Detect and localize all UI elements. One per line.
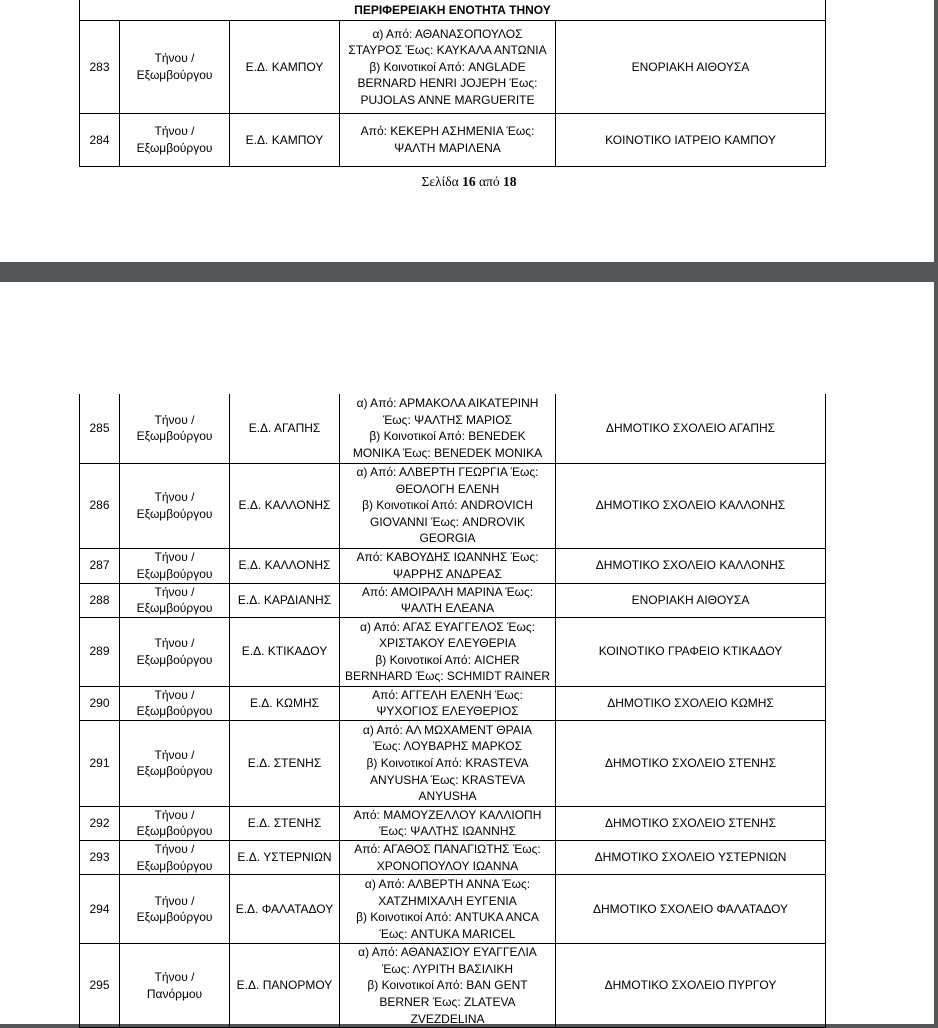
voters-range-cell (340, 394, 556, 463)
electoral-department: Ε.Δ. ΚΑΡΔΙΑΝΗΣ (230, 583, 340, 617)
municipality-cell (120, 841, 230, 875)
polling-place: ΚΟΙΝΟΤΙΚΟ ΙΑΤΡΕΙΟ ΚΑΜΠΟΥ (556, 114, 826, 167)
table-row (80, 806, 826, 840)
municipality-line: Τήνου / (154, 489, 195, 504)
municipality-cell (120, 21, 230, 114)
municipality-cell (120, 394, 230, 463)
voters-range-line: β) Κοινοτικοί Από: AICHER (375, 652, 520, 667)
voters-range-line: MONIKA Έως: BENEDEK MONIKA (352, 445, 543, 460)
voters-range-line: Από: ΚΑΒΟΥΔΗΣ ΙΩΑΝΝΗΣ Έως: (356, 549, 539, 564)
voters-range-cell (340, 686, 556, 720)
electoral-department: Ε.Δ. ΚΑΛΛΟΝΗΣ (230, 463, 340, 548)
electoral-department: Ε.Δ. ΥΣΤΕΡΝΙΩΝ (230, 841, 340, 875)
voters-range-line: ΨΑΡΡΗΣ ΑΝΔΡΕΑΣ (393, 566, 502, 581)
municipality-line: Τήνου / (154, 584, 195, 599)
municipality-line: Εξωμβούργου (136, 764, 213, 779)
voters-range-line: BERNER Έως: ZLATEVA ZVEZDELINA (379, 995, 516, 1026)
municipality-cell (120, 548, 230, 583)
voters-range-line: β) Κοινοτικοί Από: BENEDEK (369, 429, 526, 444)
polling-place: ΔΗΜΟΤΙΚΟ ΣΧΟΛΕΙΟ ΚΑΛΛΟΝΗΣ (556, 548, 826, 583)
polling-stations-table (79, 0, 826, 167)
table-row (80, 548, 826, 583)
voters-range-line: α) Από: ΑΓΑΣ ΕΥΑΓΓΕΛΟΣ Έως: (360, 619, 535, 634)
voters-range-line: BERNARD HENRI JOJEPH Έως: (357, 76, 538, 91)
voters-range-line: Έως: ANTUKA MARICEL (379, 926, 516, 941)
section-header-row (80, 0, 826, 21)
voters-range-line: Από: ΚΕΚΕΡΗ ΑΣΗΜΕΝΙΑ Έως: (360, 124, 535, 139)
municipality-line: Τήνου / (154, 893, 195, 908)
municipality-line: Εξωμβούργου (136, 429, 213, 444)
table-row (80, 617, 826, 686)
voters-range-cell (340, 944, 556, 1028)
station-number: 289 (80, 617, 120, 686)
voters-range-cell (340, 806, 556, 840)
station-number: 283 (80, 21, 120, 114)
voters-range-line: GIOVANNI Έως: ANDROVIK (369, 514, 526, 529)
viewer-scrollbar-edge (934, 282, 938, 1024)
table-row (80, 114, 826, 167)
polling-place: ΔΗΜΟΤΙΚΟ ΣΧΟΛΕΙΟ ΠΥΡΓΟΥ (556, 944, 826, 1028)
voters-range-cell (340, 548, 556, 583)
municipality-cell (120, 583, 230, 617)
municipality-line: Εξωμβούργου (136, 506, 213, 521)
municipality-line: Τήνου / (154, 842, 195, 857)
municipality-cell (120, 114, 230, 167)
voters-range-line: α) Από: ΑΘΑΝΑΣΙΟΥ ΕΥΑΓΓΕΛΙΑ (358, 945, 537, 960)
voters-range-line: β) Κοινοτικοί Από: BAN GENT (367, 978, 528, 993)
station-number: 290 (80, 686, 120, 720)
voters-range-line: ΨΑΛΤΗ ΕΛΕΑΝΑ (400, 601, 495, 616)
municipality-line: Τήνου / (154, 807, 195, 822)
station-number: 293 (80, 841, 120, 875)
voters-range-line: Έως: ΨΑΛΤΗΣ ΙΩΑΝΝΗΣ (379, 824, 516, 839)
voters-range-line: Έως: ΛΥΡΙΤΗ ΒΑΣΙΛΙΚΗ (381, 961, 514, 976)
municipality-cell (120, 720, 230, 806)
municipality-cell (120, 944, 230, 1028)
voters-range-cell (340, 21, 556, 114)
table-row (80, 944, 826, 1028)
municipality-line: Εξωμβούργου (136, 824, 213, 839)
voters-range-line: α) Από: ΑΛΒΕΡΤΗ ΓΕΩΡΓΙΑ Έως: (356, 465, 539, 480)
station-number: 288 (80, 583, 120, 617)
voters-range-line: Από: ΑΓΓΕΛΗ ΕΛΕΝΗ Έως: (372, 687, 523, 702)
municipality-line: Εξωμβούργου (136, 601, 213, 616)
municipality-cell (120, 875, 230, 944)
voters-range-line: GEORGIA (419, 531, 476, 546)
voters-range-line: ΧΡΟΝΟΠΟΥΛΟΥ ΙΩΑΝΝΑ (376, 858, 519, 873)
station-number: 287 (80, 548, 120, 583)
table-row (80, 875, 826, 944)
voters-range-line: Από: ΑΓΑΘΟΣ ΠΑΝΑΓΙΩΤΗΣ Έως: (354, 842, 541, 857)
electoral-department: Ε.Δ. ΣΤΕΝΗΣ (230, 806, 340, 840)
municipality-line: Τήνου / (154, 636, 195, 651)
voters-range-line: β) Κοινοτικοί Από: KRASTEVA (366, 756, 529, 771)
page-number: 16 (462, 174, 476, 189)
municipality-line: Εξωμβούργου (136, 566, 213, 581)
municipality-line: Τήνου / (154, 549, 195, 564)
electoral-department: Ε.Δ. ΑΓΑΠΗΣ (230, 394, 340, 463)
polling-place: ΔΗΜΟΤΙΚΟ ΣΧΟΛΕΙΟ ΥΣΤΕΡΝΙΩΝ (556, 841, 826, 875)
municipality-line: Εξωμβούργου (136, 704, 213, 719)
voters-range-cell (340, 841, 556, 875)
table-row (80, 583, 826, 617)
electoral-department: Ε.Δ. ΚΤΙΚΑΔΟΥ (230, 617, 340, 686)
municipality-line: Εξωμβούργου (136, 141, 213, 155)
polling-place: ΔΗΜΟΤΙΚΟ ΣΧΟΛΕΙΟ ΦΑΛΑΤΑΔΟΥ (556, 875, 826, 944)
polling-place: ΔΗΜΟΤΙΚΟ ΣΧΟΛΕΙΟ ΣΤΕΝΗΣ (556, 806, 826, 840)
electoral-department: Ε.Δ. ΚΑΜΠΟΥ (230, 114, 340, 167)
table-row (80, 841, 826, 875)
station-number: 294 (80, 875, 120, 944)
section-header: ΠΕΡΙΦΕΡΕΙΑΚΗ ΕΝΟΤΗΤΑ ΤΗΝΟΥ (80, 0, 826, 21)
municipality-line: Εξωμβούργου (136, 858, 213, 873)
voters-range-line: β) Κοινοτικοί Από: ANTUKA ANCA (356, 910, 539, 925)
voters-range-line: ΧΡΙΣΤΑΚΟΥ ΕΛΕΥΘΕΡΙΑ (379, 636, 516, 651)
voters-range-line: β) Κοινοτικοί Από: ANDROVICH (362, 498, 533, 513)
voters-range-line: β) Κοινοτικοί Από: ANGLADE (369, 59, 526, 74)
voters-range-line: ΧΑΤΖΗΜΙΧΑΛΗ ΕΥΓΕΝΙΑ (378, 893, 517, 908)
municipality-line: Τήνου / (154, 747, 195, 762)
voters-range-line: PUJOLAS ANNE MARGUERITE (360, 92, 535, 107)
voters-range-cell (340, 114, 556, 167)
voters-range-line: ANYUSHA Έως: KRASTEVA (369, 772, 526, 787)
municipality-line: Τήνου / (154, 970, 195, 985)
voters-range-line: ANYUSHA (418, 789, 477, 804)
voters-range-line: Έως: ΨΑΛΤΗΣ ΜΑΡΙΟΣ (382, 412, 513, 427)
municipality-cell (120, 617, 230, 686)
electoral-department: Ε.Δ. ΚΩΜΗΣ (230, 686, 340, 720)
municipality-line: Τήνου / (154, 687, 195, 702)
voters-range-line: α) Από: ΑΡΜΑΚΟΛΑ ΑΙΚΑΤΕΡΙΝΗ (356, 396, 539, 411)
station-number: 291 (80, 720, 120, 806)
document-page-17 (0, 282, 938, 1024)
document-page-16 (0, 0, 938, 262)
polling-place: ΔΗΜΟΤΙΚΟ ΣΧΟΛΕΙΟ ΣΤΕΝΗΣ (556, 720, 826, 806)
voters-range-line: Έως: ΛΟΥΒΑΡΗΣ ΜΑΡΚΟΣ (372, 739, 523, 754)
polling-place: ΔΗΜΟΤΙΚΟ ΣΧΟΛΕΙΟ ΚΑΛΛΟΝΗΣ (556, 463, 826, 548)
municipality-line: Εξωμβούργου (136, 910, 213, 925)
page-footer: Σελίδα 16 από 18 (421, 174, 517, 189)
voters-range-line: ΣΤΑΥΡΟΣ Έως: ΚΑΥΚΑΛΑ ΑΝΤΩΝΙΑ (348, 43, 547, 58)
voters-range-cell (340, 463, 556, 548)
polling-place: ΚΟΙΝΟΤΙΚΟ ΓΡΑΦΕΙΟ ΚΤΙΚΑΔΟΥ (556, 617, 826, 686)
polling-place: ΔΗΜΟΤΙΚΟ ΣΧΟΛΕΙΟ ΑΓΑΠΗΣ (556, 394, 826, 463)
electoral-department: Ε.Δ. ΠΑΝΟΡΜΟΥ (230, 944, 340, 1028)
voters-range-line: Από: ΜΑΜΟΥΖΕΛΛΟΥ ΚΑΛΛΙΟΠΗ (353, 807, 542, 822)
station-number: 285 (80, 394, 120, 463)
polling-place: ΔΗΜΟΤΙΚΟ ΣΧΟΛΕΙΟ ΚΩΜΗΣ (556, 686, 826, 720)
municipality-cell (120, 806, 230, 840)
voters-range-cell (340, 617, 556, 686)
voters-range-line: α) Από: ΑΛΒΕΡΤΗ ΑΝΝΑ Έως: (364, 877, 531, 892)
voters-range-cell (340, 875, 556, 944)
polling-place: ΕΝΟΡΙΑΚΗ ΑΙΘΟΥΣΑ (556, 21, 826, 114)
voters-range-line: ΨΥΧΟΓΙΟΣ ΕΛΕΥΘΕΡΙΟΣ (376, 704, 519, 719)
municipality-line: Τήνου / (154, 51, 195, 66)
voters-range-cell (340, 720, 556, 806)
station-number: 295 (80, 944, 120, 1028)
table-row (80, 686, 826, 720)
electoral-department: Ε.Δ. ΚΑΛΛΟΝΗΣ (230, 548, 340, 583)
electoral-department: Ε.Δ. ΦΑΛΑΤΑΔΟΥ (230, 875, 340, 944)
station-number: 284 (80, 114, 120, 167)
municipality-cell (120, 686, 230, 720)
voters-range-line: Από: ΑΜΟΙΡΑΛΗ ΜΑΡΙΝΑ Έως: (361, 584, 534, 599)
municipality-line: Εξωμβούργου (136, 68, 213, 82)
page-separator (0, 262, 938, 282)
viewer-scrollbar-edge (934, 0, 938, 262)
voters-range-line: ΘΕΟΛΟΓΗ ΕΛΕΝΗ (395, 481, 500, 496)
table-row (80, 463, 826, 548)
municipality-cell (120, 463, 230, 548)
station-number: 292 (80, 806, 120, 840)
electoral-department: Ε.Δ. ΚΑΜΠΟΥ (230, 21, 340, 114)
polling-stations-table (79, 394, 826, 1028)
voters-range-line: α) Από: ΑΛ ΜΩΧΑΜΕΝΤ ΘΡΑΙΑ (362, 722, 533, 737)
municipality-line: Τήνου / (154, 124, 195, 139)
voters-range-line: α) Από: ΑΘΑΝΑΣΟΠΟΥΛΟΣ (372, 26, 523, 41)
station-number: 286 (80, 463, 120, 548)
page-total: 18 (502, 174, 517, 189)
table-row (80, 394, 826, 463)
municipality-line: Πανόρμου (146, 986, 203, 1001)
municipality-line: Εξωμβούργου (136, 652, 213, 667)
table-row (80, 21, 826, 114)
electoral-department: Ε.Δ. ΣΤΕΝΗΣ (230, 720, 340, 806)
voters-range-line: ΨΑΛΤΗ ΜΑΡΙΛΕΝΑ (394, 141, 501, 155)
polling-place: ΕΝΟΡΙΑΚΗ ΑΙΘΟΥΣΑ (556, 583, 826, 617)
table-row (80, 720, 826, 806)
voters-range-cell (340, 583, 556, 617)
municipality-line: Τήνου / (154, 412, 195, 427)
voters-range-line: BERNHARD Έως: SCHMIDT RAINER (344, 669, 551, 684)
